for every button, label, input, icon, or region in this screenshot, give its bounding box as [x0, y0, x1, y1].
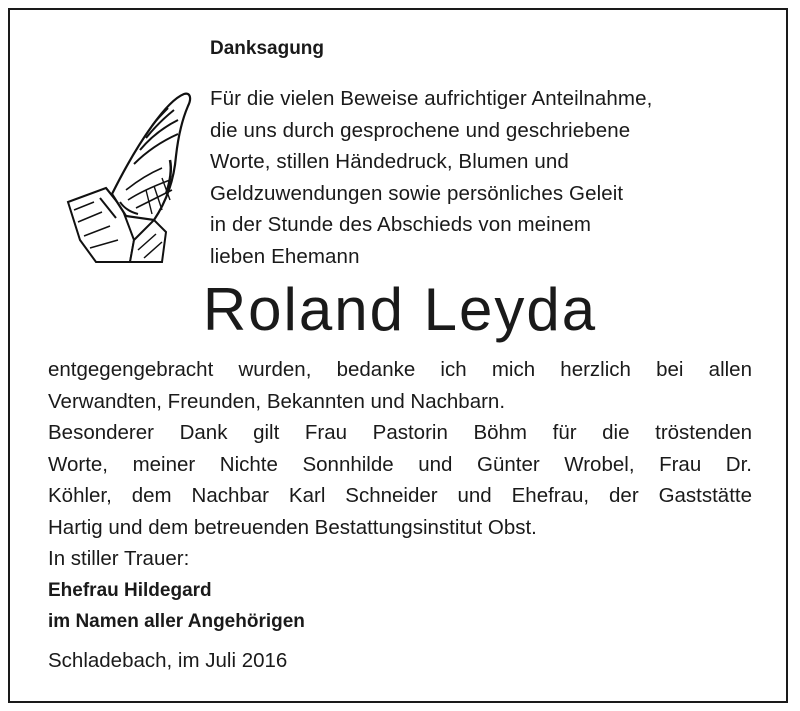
deceased-name: Roland Leyda: [202, 276, 598, 343]
mourning-intro: In stiller Trauer:: [48, 547, 190, 570]
mourner-name: Ehefrau Hildegard: [48, 579, 212, 601]
body-line: Köhler, dem Nachbar Karl Schneider und Ehefrau, der Gaststätte: [48, 484, 752, 507]
body-paragraph: [48, 354, 752, 543]
intro-line: Worte, stillen Händedruck, Blumen und: [210, 150, 569, 173]
body-line: Verwandten, Freunden, Bekannten und Nachbarn.: [48, 389, 506, 413]
intro-line: lieben Ehemann: [210, 244, 360, 268]
intro-paragraph: [210, 83, 652, 272]
mourner-name: im Namen aller Angehörigen: [48, 611, 305, 632]
body-line: Worte, meiner Nichte Sonnhilde und Günter Wrobel, Frau Dr.: [48, 452, 752, 476]
praying-hands-icon: [66, 90, 194, 265]
notice-heading: Danksagung: [210, 38, 325, 59]
intro-line: Für die vielen Beweise aufrichtiger Anteilnahme,: [210, 87, 653, 110]
mourning-block: [48, 543, 305, 638]
body-line: Hartig und dem betreuenden Bestattungsinstitut Obst.: [48, 515, 537, 539]
body-line: Besonderer Dank gilt Frau Pastorin Böhm für die tröstenden: [48, 421, 752, 444]
intro-line: in der Stunde des Abschieds von meinem: [210, 213, 591, 236]
place-date: Schladebach, im Juli 2016: [48, 649, 288, 672]
intro-line: Geldzuwendungen sowie persönliches Geleit: [210, 181, 624, 205]
intro-line: die uns durch gesprochene und geschriebene: [210, 118, 631, 142]
body-line: entgegengebracht wurden, bedanke ich mich herzlich bei allen: [48, 358, 752, 381]
